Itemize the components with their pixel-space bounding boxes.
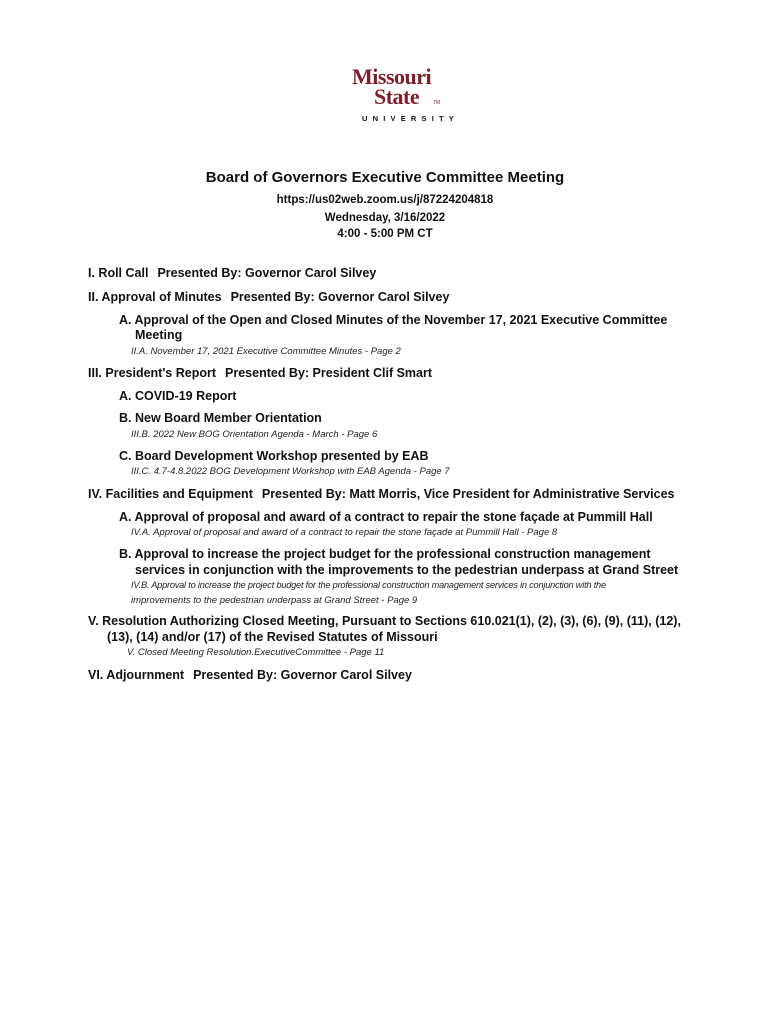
agenda-item-2a-cont: Meeting [135, 328, 183, 342]
section-title: IV. Facilities and Equipment [88, 487, 253, 501]
agenda-item-2a: A. Approval of the Open and Closed Minutes of the November 17, 2021 Executive Committee [119, 313, 668, 327]
section-title: II. Approval of Minutes [88, 290, 222, 304]
agenda-section-facilities [88, 487, 675, 501]
agenda-item-3c: C. Board Development Workshop presented by EAB [119, 449, 429, 463]
agenda-item-4b-cont: services in conjunction with the improvements to the pedestrian underpass at Grand Street [135, 563, 679, 577]
meeting-url: https://us02web.zoom.us/j/87224204818 [276, 194, 494, 206]
missouri-state-logo [340, 66, 460, 126]
agenda-section-presidents-report [88, 366, 432, 380]
attachment-link-4b-cont[interactable]: improvements to the pedestrian underpass at Grand Street - Page 9 [131, 595, 418, 606]
logo-trademark: TM [433, 100, 441, 106]
section-presenter: Presented By: President Clif Smart [225, 366, 433, 380]
agenda-section-roll-call [88, 266, 376, 280]
section-title: VI. Adjournment [88, 668, 185, 682]
attachment-link-4b[interactable]: IV.B. Approval to increase the project budget for the professional construction management services in conjunction with the [131, 580, 606, 590]
agenda-item-3b: B. New Board Member Orientation [119, 411, 322, 425]
meeting-time: 4:00 - 5:00 PM CT [337, 228, 433, 240]
attachment-link-5[interactable]: V. Closed Meeting Resolution.ExecutiveCommittee - Page 11 [127, 647, 385, 658]
section-presenter: Presented By: Governor Carol Silvey [230, 290, 450, 304]
section-presenter: Presented By: Governor Carol Silvey [157, 266, 377, 280]
attachment-link-3b[interactable]: III.B. 2022 New BOG Orientation Agenda - March - Page 6 [131, 429, 378, 440]
meeting-title: Board of Governors Executive Committee Meeting [205, 169, 565, 186]
section-presenter: Presented By: Governor Carol Silvey [193, 668, 412, 682]
agenda-item-4b: B. Approval to increase the project budget for the professional construction management [119, 547, 651, 561]
attachment-link-4a[interactable]: IV.A. Approval of proposal and award of a contract to repair the stone façade at Pummill Hall - Page 8 [131, 527, 558, 538]
attachment-link-3c[interactable]: III.C. 4.7-4.8.2022 BOG Development Workshop with EAB Agenda - Page 7 [131, 466, 450, 477]
agenda-section-adjournment [88, 668, 412, 682]
section-title: III. President's Report [88, 366, 217, 380]
agenda-section-closed-meeting: V. Resolution Authorizing Closed Meeting, Pursuant to Sections 610.021(1), (2), (3), (6), (9), (11), (12), [88, 614, 681, 628]
logo-line-state: State [374, 84, 420, 109]
logo-line-missouri: Missouri [352, 64, 432, 89]
logo-line-university: UNIVERSITY [362, 114, 460, 123]
attachment-link-2a[interactable]: II.A. November 17, 2021 Executive Committee Minutes - Page 2 [131, 346, 401, 357]
section-title: I. Roll Call [88, 266, 149, 280]
meeting-date: Wednesday, 3/16/2022 [324, 212, 446, 224]
agenda-item-3a: A. COVID-19 Report [119, 389, 237, 403]
agenda-item-4a: A. Approval of proposal and award of a contract to repair the stone façade at Pummill Hall [119, 510, 653, 524]
agenda-section-closed-meeting-cont: (13), (14) and/or (17) of the Revised Statutes of Missouri [107, 630, 438, 644]
section-presenter: Presented By: Matt Morris, Vice President for Administrative Services [261, 487, 675, 501]
agenda-section-approval-of-minutes [88, 290, 449, 304]
